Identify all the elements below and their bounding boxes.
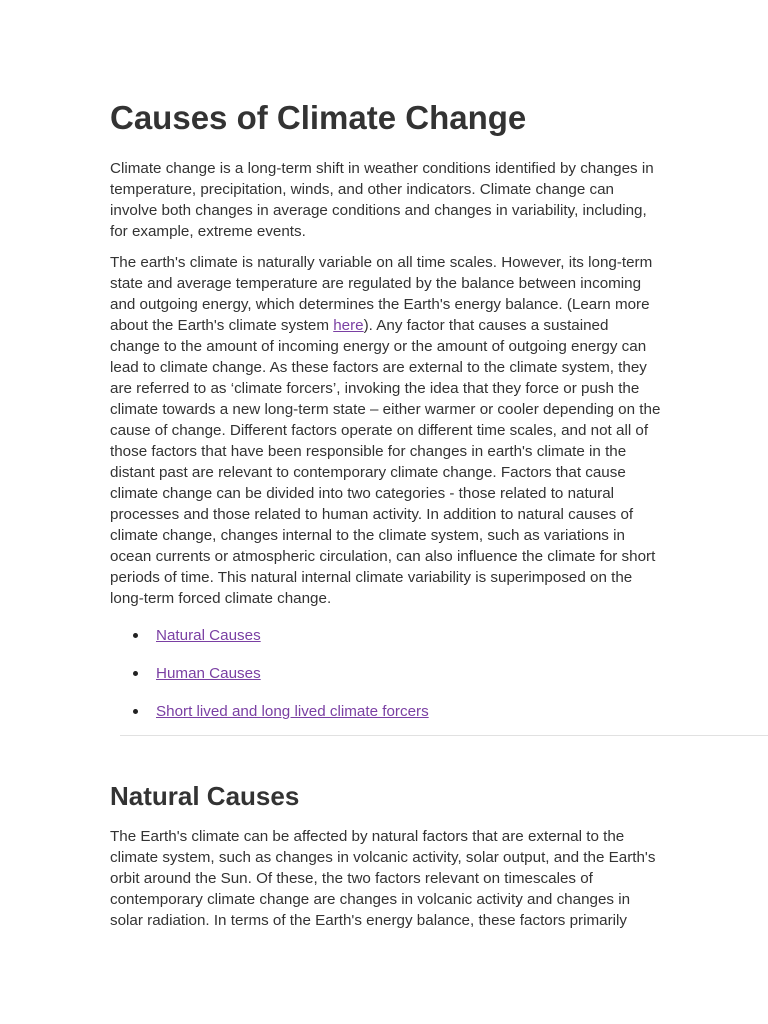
body-paragraph-text-after-link: ). Any factor that causes a sustained change to the amount of incoming energy or the amount of outgoing energy can lead to climate change. As these factors are external to the climate system, they are referred to as ‘climate forcers’, invoking the idea that they force or push the climate towards a new long-term state – either warmer or cooler depending on the cause of change. Different factors operate on different time scales, and not all of those factors that have been responsible for changes in earth's climate in the distant past are relevant to contemporary climate change. Factors that cause climate change can be divided into two categories - those related to natural processes and those related to human activity. In addition to natural causes of climate change, changes internal to the climate system, such as variations in ocean currents or atmospheric circulation, can also influence the climate for short periods of time. This natural internal climate variability is superimposed on the long-term forced climate change. bbox=[110, 317, 661, 607]
page-title: Causes of Climate Change bbox=[110, 99, 527, 136]
natural-causes-link[interactable]: Natural Causes bbox=[156, 627, 261, 644]
body-paragraph-text-before-link: The earth's climate is naturally variable on all time scales. However, its long-term state and average temperature are regulated by the balance between incoming and outgoing energy, which determines the Earth's energy balance. (Learn more about the Earth's climate system bbox=[110, 254, 653, 334]
section-heading: Natural Causes bbox=[110, 781, 300, 811]
intro-paragraph: Climate change is a long-term shift in weather conditions identified by changes in temperature, precipitation, winds, and other indicators. Climate change can involve both changes in average conditions and changes in variability, including, for example, extreme events. bbox=[110, 160, 654, 240]
section-divider bbox=[120, 735, 768, 736]
natural-causes-paragraph: The Earth's climate can be affected by natural factors that are external to the climate system, such as changes in volcanic activity, solar output, and the Earth's orbit around the Sun. Of these, the two factors relevant on timescales of contemporary climate change are changes in volcanic activity and changes in solar radiation. In terms of the Earth's energy balance, these factors primarily bbox=[110, 828, 656, 929]
list-item bbox=[110, 701, 662, 722]
list-item bbox=[110, 663, 662, 684]
climate-system-link[interactable]: here bbox=[333, 317, 364, 334]
article-body bbox=[110, 96, 662, 739]
climate-forcers-link[interactable]: Short lived and long lived climate forcers bbox=[156, 703, 429, 720]
human-causes-link[interactable]: Human Causes bbox=[156, 665, 261, 682]
bullet-icon bbox=[133, 671, 138, 676]
body-paragraph bbox=[110, 252, 662, 609]
bullet-icon bbox=[133, 709, 138, 714]
list-item bbox=[110, 625, 662, 646]
natural-causes-section bbox=[110, 778, 662, 941]
section-links-list bbox=[110, 625, 662, 722]
bullet-icon bbox=[133, 633, 138, 638]
